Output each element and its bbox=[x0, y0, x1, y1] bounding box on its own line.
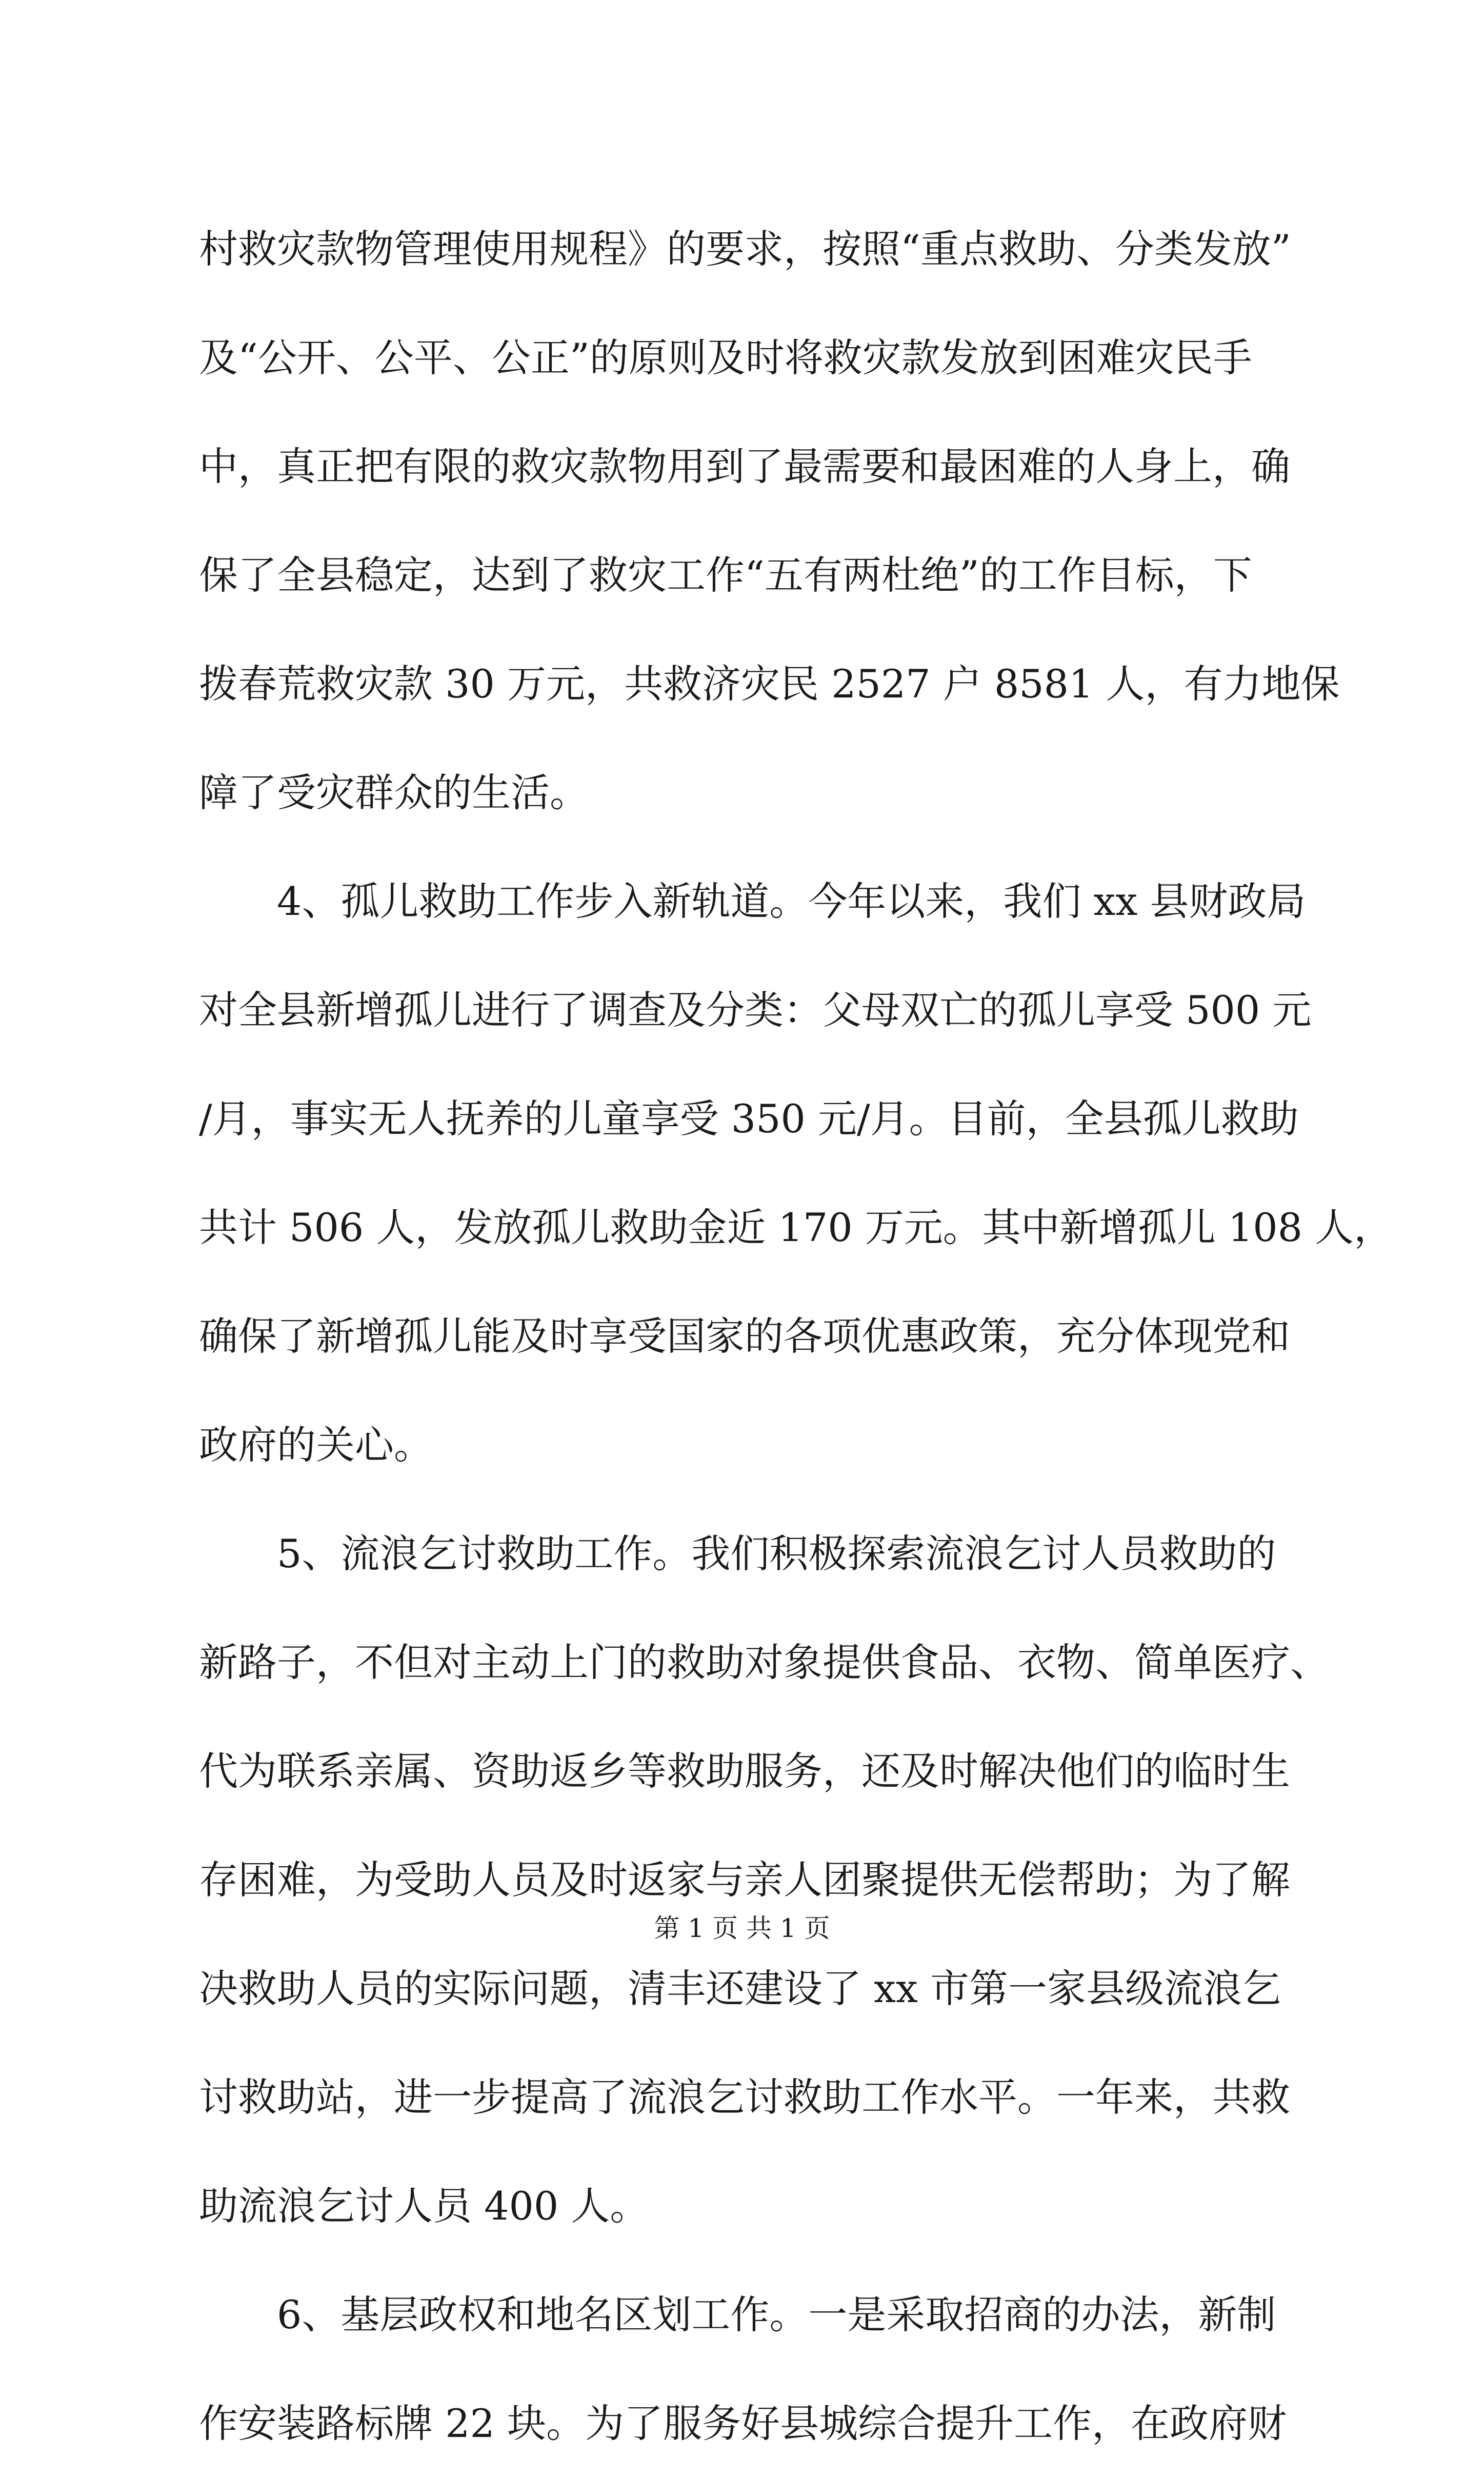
text-line: 政府的关心。 bbox=[199, 1422, 433, 1468]
text-line: 共计 506 人，发放孤儿救助金近 170 万元。其中新增孤儿 108 人， bbox=[199, 1205, 1393, 1250]
text-line: /月，事实无人抚养的儿童享受 350 元/月。目前，全县孤儿救助 bbox=[199, 1096, 1299, 1142]
text-line: 决救助人员的实际问题，清丰还建设了 xx 市第一家县级流浪乞 bbox=[199, 1966, 1281, 2011]
text-line: 村救灾款物管理使用规程》的要求，按照“重点救助、分类发放” bbox=[199, 226, 1291, 272]
text-line: 存困难，为受助人员及时返家与亲人团聚提供无偿帮助；为了解 bbox=[199, 1857, 1290, 1903]
text-line: 新路子，不但对主动上门的救助对象提供食品、衣物、简单医疗、 bbox=[199, 1640, 1329, 1685]
paragraph-start-line: 6、基层政权和地名区划工作。一是采取招商的办法，新制 bbox=[277, 2292, 1276, 2337]
text-line: 助流浪乞讨人员 400 人。 bbox=[199, 2183, 649, 2229]
page-footer: 第 1 页 共 1 页 bbox=[654, 1913, 830, 1943]
text-line: 作安装路标牌 22 块。为了服务好县城综合提升工作，在政府财 bbox=[199, 2401, 1287, 2446]
text-line: 中，真正把有限的救灾款物用到了最需要和最困难的人身上，确 bbox=[199, 444, 1290, 489]
text-line: 及“公开、公平、公正”的原则及时将救灾款发放到困难灾民手 bbox=[199, 335, 1252, 381]
paragraph-start-line: 5、流浪乞讨救助工作。我们积极探索流浪乞讨人员救助的 bbox=[277, 1531, 1276, 1576]
text-line: 讨救助站，进一步提高了流浪乞讨救助工作水平。一年来，共救 bbox=[199, 2074, 1290, 2120]
text-line: 代为联系亲属、资助返乡等救助服务，还及时解决他们的临时生 bbox=[199, 1748, 1290, 1794]
text-line: 拨春荒救灾款 30 万元，共救济灾民 2527 户 8581 人，有力地保 bbox=[199, 661, 1340, 707]
text-line: 对全县新增孤儿进行了调查及分类：父母双亡的孤儿享受 500 元 bbox=[199, 987, 1312, 1033]
text-line: 保了全县稳定，达到了救灾工作“五有两杜绝”的工作目标，下 bbox=[199, 552, 1252, 598]
paragraph-start-line: 4、孤儿救助工作步入新轨道。今年以来，我们 xx 县财政局 bbox=[277, 878, 1306, 924]
text-line: 确保了新增孤儿能及时享受国家的各项优惠政策，充分体现党和 bbox=[199, 1313, 1290, 1359]
document-body bbox=[199, 195, 1393, 2478]
text-line: 障了受灾群众的生活。 bbox=[199, 770, 589, 815]
